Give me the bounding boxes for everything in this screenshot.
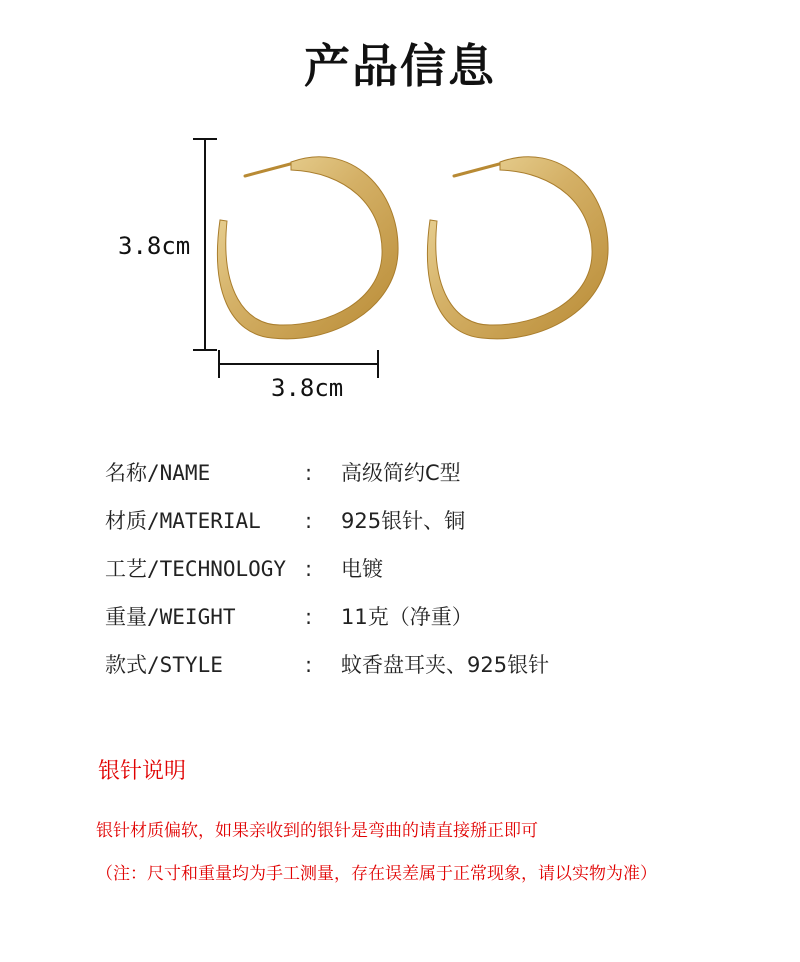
height-dimension-line [193, 139, 217, 350]
spec-separator: : [305, 605, 313, 629]
height-label: 3.8cm [118, 232, 191, 260]
spec-separator: : [305, 557, 313, 581]
spec-row-weight [105, 599, 745, 647]
spec-label: 工艺/TECHNOLOGY [105, 557, 287, 581]
spec-value: 电镀 [341, 557, 383, 581]
earring-left [217, 157, 398, 339]
spec-label: 款式/STYLE [105, 653, 223, 677]
spec-label: 名称/NAME [105, 461, 211, 485]
spec-table [105, 455, 745, 695]
spec-row-material [105, 503, 745, 551]
spec-row-style [105, 647, 745, 695]
spec-value: 蚊香盘耳夹、925银针 [341, 653, 550, 677]
spec-row-name [105, 455, 745, 503]
spec-separator: : [305, 461, 313, 485]
earring-right [427, 157, 608, 339]
silver-pin-note: 银针材质偏软，如果亲收到的银针是弯曲的请直接掰正即可 [96, 821, 538, 841]
spec-value: 高级简约C型 [341, 461, 461, 485]
spec-label: 重量/WEIGHT [105, 605, 236, 629]
page-title: 产品信息 [304, 39, 496, 93]
spec-value: 11克（净重） [341, 605, 473, 629]
spec-separator: : [305, 509, 313, 533]
spec-value: 925银针、铜 [341, 509, 466, 533]
width-label: 3.8cm [271, 374, 344, 402]
spec-separator: : [305, 653, 313, 677]
measurement-disclaimer: （注：尺寸和重量均为手工测量，存在误差属于正常现象，请以实物为准） [96, 864, 657, 884]
spec-label: 材质/MATERIAL [105, 509, 261, 533]
spec-row-technology [105, 551, 745, 599]
silver-pin-note-title: 银针说明 [98, 759, 187, 784]
product-figure [0, 0, 800, 420]
